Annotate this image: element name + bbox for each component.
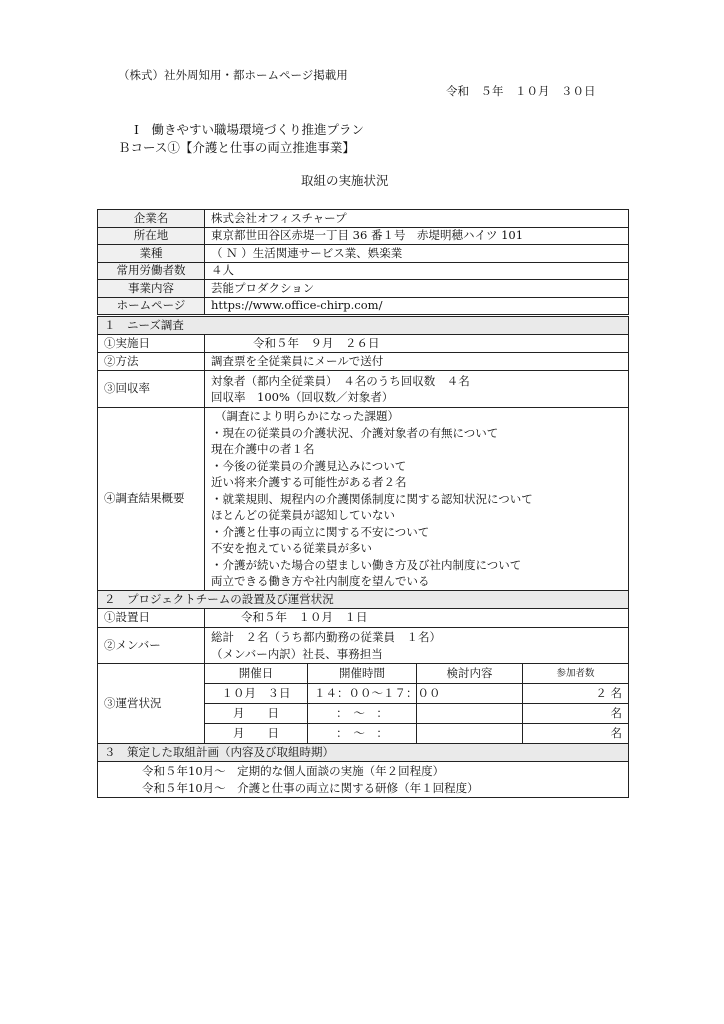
survey-result-value: [205, 408, 629, 591]
ops-date: 月 日: [205, 724, 308, 744]
company-field-value: （ Ｎ ）生活関連サービス業、娯楽業: [205, 245, 629, 263]
ops-date: 月 日: [205, 704, 308, 724]
rate-line: 対象者（都内全従業員） ４名のうち回収数 ４名: [211, 373, 470, 388]
company-row: [98, 280, 629, 298]
member-value: [205, 628, 629, 664]
ops-header-date: 開催日: [205, 664, 308, 684]
company-row: [98, 262, 629, 280]
plan-line: 令和５年10月～ 定期的な個人面談の実施（年２回程度）: [142, 764, 445, 778]
survey-result-label: ④調査結果概要: [98, 408, 205, 591]
result-line: ・就業規則、規程内の介護関係制度に関する認知状況について: [211, 491, 533, 506]
result-line: ・現在の従業員の介護状況、介護対象者の有無について: [211, 425, 499, 440]
result-line: 現在介護中の者１名: [211, 442, 315, 457]
result-line: 不安を抱えている従業員が多い: [211, 541, 372, 556]
title-line-2: Ｂコース①【介護と仕事の両立推進事業】: [118, 140, 355, 155]
operations-cell: [205, 664, 629, 744]
company-field-value: ４人: [205, 262, 629, 280]
company-field-label: ホームページ: [98, 297, 205, 315]
company-field-value: 株式会社オフィスチャープ: [205, 210, 629, 228]
result-line: ・介護が続いた場合の望ましい働き方及び社内制度について: [211, 557, 522, 572]
result-line: ・今後の従業員の介護見込みについて: [211, 458, 407, 473]
collection-rate-label: ③回収率: [98, 371, 205, 408]
company-field-value: 芸能プロダクション: [205, 280, 629, 298]
company-field-label: 事業内容: [98, 280, 205, 298]
operations-table: [204, 663, 629, 744]
survey-date-label: ①実施日: [98, 335, 205, 353]
details-table: [97, 316, 629, 798]
ops-count: 名: [523, 704, 629, 724]
ops-time: ： ～ ：: [308, 704, 417, 724]
section-3-title: ３ 策定した取組計画（内容及び取組時期）: [98, 744, 629, 762]
section-2-title: ２ プロジェクトチームの設置及び運営状況: [98, 591, 629, 609]
survey-date-value: 令和５年 ９月 ２６日: [205, 335, 629, 353]
result-line: ほとんどの従業員が認知していない: [211, 508, 395, 523]
ops-date: １０月 ３日: [205, 684, 308, 704]
ops-content: [417, 724, 523, 744]
ops-count: 名: [523, 724, 629, 744]
rate-line: 回収率 100%（回収数／対象者）: [211, 390, 394, 404]
ops-time: ： ～ ：: [308, 724, 417, 744]
result-line: 両立できる働き方や社内制度を望んでいる: [211, 574, 430, 589]
result-line: ・介護と仕事の両立に関する不安について: [211, 524, 430, 539]
section-1-title: １ ニーズ調査: [98, 317, 629, 335]
company-row: [98, 245, 629, 263]
company-field-label: 所在地: [98, 227, 205, 245]
header-note: （株式）社外周知用・都ホームページ掲載用: [118, 68, 348, 82]
member-line: 総計 ２名（うち都内勤務の従業員 １名）: [211, 630, 441, 644]
plan-content: [98, 762, 629, 798]
company-field-label: 企業名: [98, 210, 205, 228]
header-date: 令和 ５年 １０月 ３０日: [446, 84, 596, 98]
company-field-value[interactable]: https://www.office-chirp.com/: [205, 297, 629, 315]
company-table: [97, 209, 629, 315]
ops-count: ２ 名: [523, 684, 629, 704]
title-line-1: Ⅰ 働きやすい職場環境づくり推進プラン: [134, 122, 364, 137]
ops-content: [417, 704, 523, 724]
survey-method-value: 調査票を全従業員にメールで送付: [205, 353, 629, 371]
ops-row: [205, 724, 629, 744]
survey-method-label: ②方法: [98, 353, 205, 371]
member-label: ②メンバー: [98, 628, 205, 664]
member-line: （メンバー内訳）社長、事務担当: [211, 646, 383, 661]
ops-header-content: 検討内容: [417, 664, 523, 684]
result-line: 近い将来介護する可能性がある者２名: [211, 475, 407, 490]
ops-row: [205, 704, 629, 724]
company-field-value: 東京都世田谷区赤堤一丁目 36 番１号 赤堤明穂ハイツ 101: [205, 227, 629, 245]
company-row: [98, 297, 629, 315]
setup-date-label: ①設置日: [98, 609, 205, 628]
setup-date-value: 令和５年 １０月 １日: [205, 609, 629, 628]
ops-row: [205, 684, 629, 704]
result-line: （調査により明らかになった課題）: [215, 409, 399, 424]
collection-rate-value: [205, 371, 629, 408]
company-field-label: 業種: [98, 245, 205, 263]
ops-header-time: 開催時間: [308, 664, 417, 684]
page-heading: 取組の実施状況: [301, 173, 389, 188]
plan-line: 令和５年10月～ 介護と仕事の両立に関する研修（年１回程度）: [142, 780, 479, 795]
company-row: [98, 227, 629, 245]
company-row: [98, 210, 629, 228]
company-field-label: 常用労働者数: [98, 262, 205, 280]
ops-header-count: 参加者数: [523, 664, 629, 684]
ops-time: １４：００～１７：００: [308, 684, 417, 704]
operations-label: ③運営状況: [98, 664, 205, 744]
